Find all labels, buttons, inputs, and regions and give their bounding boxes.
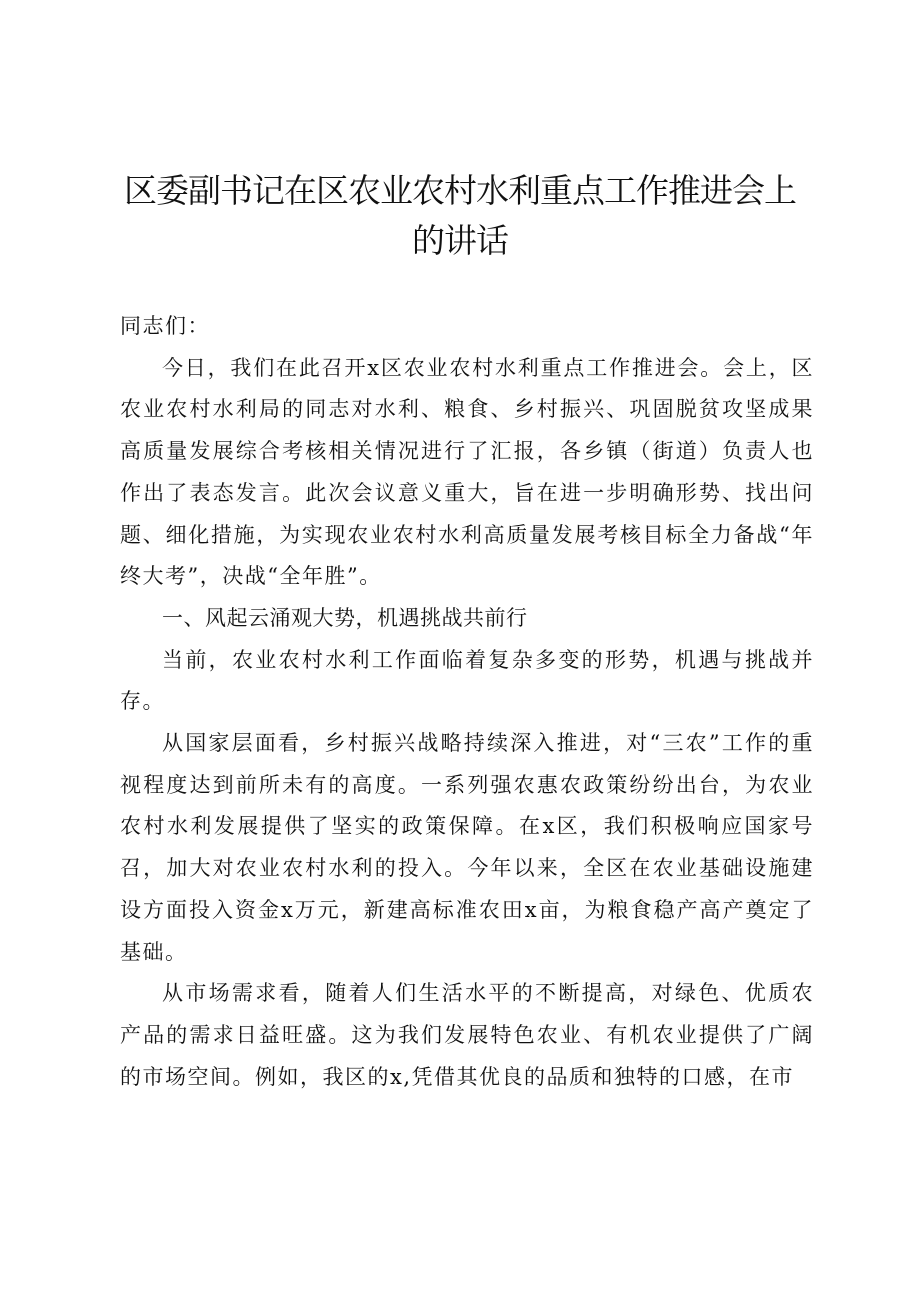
document-body xyxy=(120,306,814,1098)
paragraph-market-demand: 从市场需求看，随着人们生活水平的不断提高，对绿色、优质农产品的需求日益旺盛。这为我们发展特色农业、有机农业提供了广阔的市场空间。例如，我区的x,凭借其优良的品质和独特的口感，在市 xyxy=(120,981,814,1089)
section-heading-1: 一、风起云涌观大势，机遇挑战共前行 xyxy=(162,605,528,630)
paragraph-situation: 当前，农业农村水利工作面临着复杂多变的形势，机遇与挑战并存。 xyxy=(120,647,814,714)
document-title: 区委副书记在区农业农村水利重点工作推进会上的讲话 xyxy=(124,171,796,260)
paragraph-national-level: 从国家层面看，乡村振兴战略持续深入推进，对“三农”工作的重视程度达到前所未有的高度。一系列强农惠农政策纷纷出台，为农业农村水利发展提供了坚实的政策保障。在x区，我们积极响应国家号召，加大对农业农村水利的投入。今年以来，全区在农业基础设施建设方面投入资金x万元，新建高标准农田x亩，为粮食稳产高产奠定了基础。 xyxy=(120,731,814,964)
paragraph-intro: 今日，我们在此召开x区农业农村水利重点工作推进会。会上，区农业农村水利局的同志对水利、粮食、乡村振兴、巩固脱贫攻坚成果高质量发展综合考核相关情况进行了汇报，各乡镇（街道）负责人也作出了表态发言。此次会议意义重大，旨在进一步明确形势、找出问题、细化措施，为实现农业农村水利高质量发展考核目标全力备战“年终大考”，决战“全年胜”。 xyxy=(120,355,814,589)
salutation: 同志们： xyxy=(120,314,210,338)
